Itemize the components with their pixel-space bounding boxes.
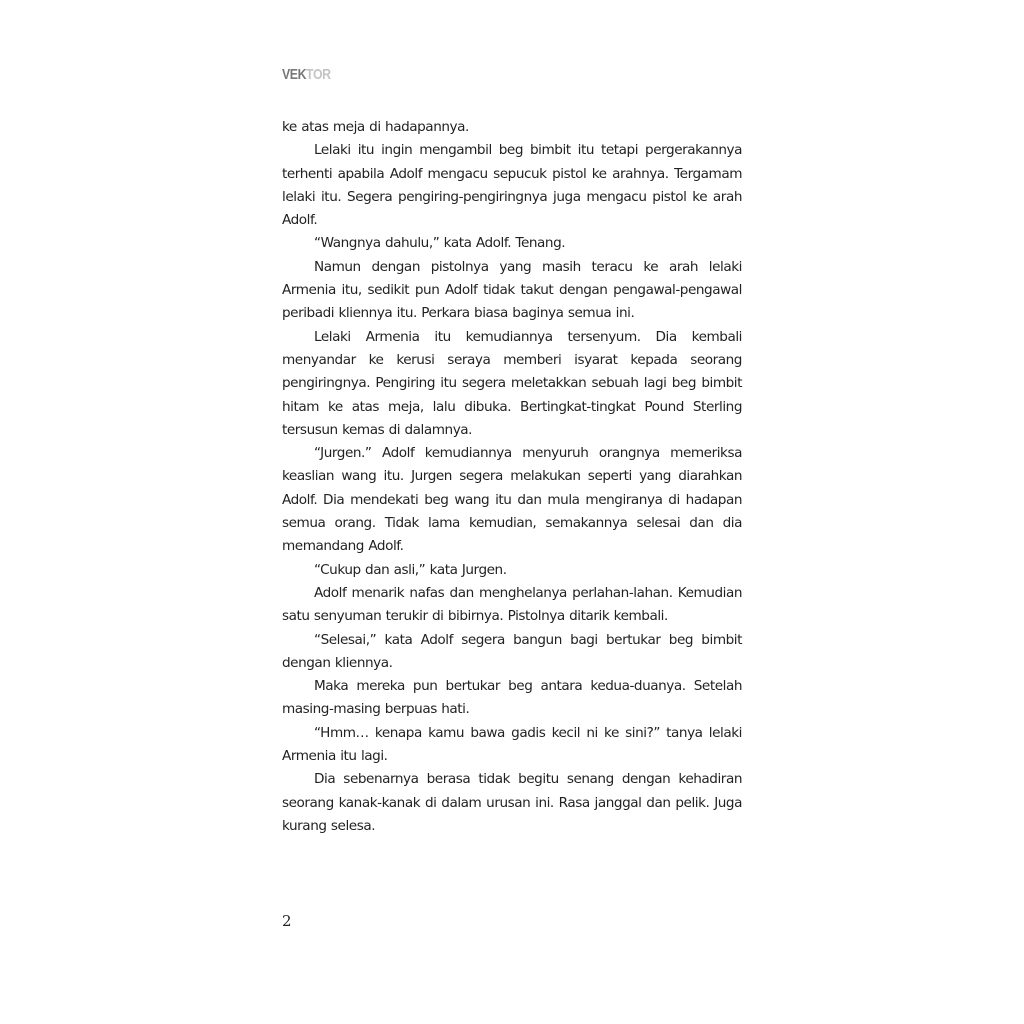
paragraph: Namun dengan pistolnya yang masih teracu ke arah lelaki Armenia itu, sedikit pun Adolf tidak takut dengan pengawal-pengawal peribadi kliennya itu. Perkara biasa baginya semua ini. bbox=[282, 258, 742, 322]
paragraph: “Cukup dan asli,” kata Jurgen. bbox=[314, 561, 507, 578]
paragraph: “Hmm… kenapa kamu bawa gadis kecil ni ke sini?” tanya lelaki Armenia itu lagi. bbox=[282, 724, 742, 765]
running-header bbox=[282, 66, 331, 83]
paragraph: ke atas meja di hadapannya. bbox=[282, 119, 469, 135]
paragraph: Lelaki itu ingin mengambil beg bimbit itu tetapi pergerakannya terhenti apabila Adolf mengacu sepucuk pistol ke arahnya. Tergamam lelaki itu. Segera pengiring-pengiringnya juga mengacu pistol ke arah Adolf. bbox=[282, 142, 742, 229]
paragraph: “Wangnya dahulu,” kata Adolf. Tenang. bbox=[314, 235, 566, 252]
body-text bbox=[282, 116, 742, 838]
paragraph: Maka mereka pun bertukar beg antara kedua-duanya. Setelah masing-masing berpuas hati. bbox=[282, 678, 742, 718]
header-title-dark: VEK bbox=[282, 66, 307, 83]
paragraph: Adolf menarik nafas dan menghelanya perlahan-lahan. Kemudian satu senyuman terukir di bibirnya. Pistolnya ditarik kembali. bbox=[282, 584, 742, 625]
paragraph: Lelaki Armenia itu kemudiannya tersenyum. Dia kembali menyandar ke kerusi seraya memberi isyarat kepada seorang pengiringnya. Pengiring itu segera meletakkan sebuah lagi beg bimbit hitam ke atas meja, lalu dibuka. Bertingkat-tingkat Pound Sterling tersusun kemas di dalamnya. bbox=[282, 328, 742, 438]
paragraph: Dia sebenarnya berasa tidak begitu senang dengan kehadiran seorang kanak-kanak di dalam urusan ini. Rasa janggal dan pelik. Juga kurang selesa. bbox=[282, 771, 742, 834]
header-title-light: TOR bbox=[306, 66, 331, 83]
page-number: 2 bbox=[282, 912, 292, 930]
paragraph: “Selesai,” kata Adolf segera bangun bagi bertukar beg bimbit dengan kliennya. bbox=[282, 631, 742, 671]
paragraph: “Jurgen.” Adolf kemudiannya menyuruh orangnya memeriksa keaslian wang itu. Jurgen segera melakukan seperti yang diarahkan Adolf. Dia mendekati beg wang itu dan mula mengiranya di hadapan semua orang. Tidak lama kemudian, semakannya selesai dan dia memandang Adolf. bbox=[282, 445, 742, 555]
